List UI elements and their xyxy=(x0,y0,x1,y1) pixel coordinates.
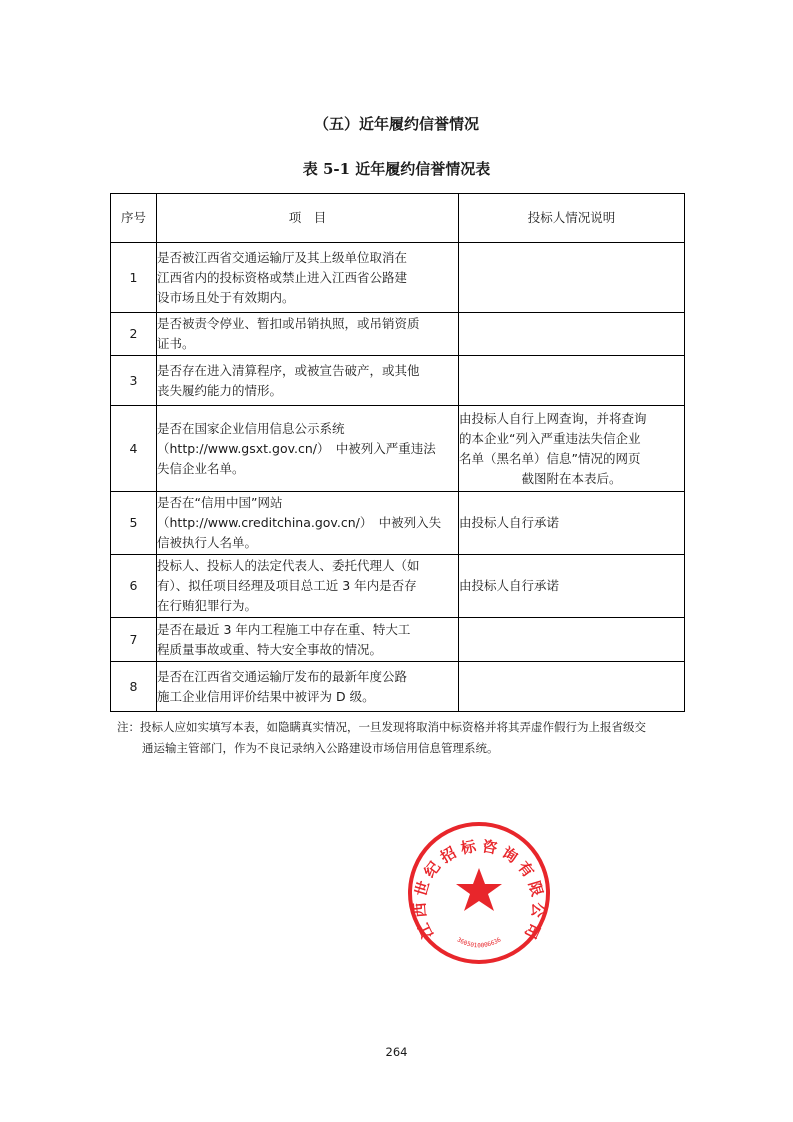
item-line: 是否被责令停业、暂扣或吊销执照，或吊销资质 xyxy=(157,316,420,331)
note-line: 名单（黑名单）信息”情况的网页 xyxy=(459,450,641,466)
table-row xyxy=(111,662,685,712)
item-line: 投标人、投标人的法定代表人、委托代理人（如 xyxy=(157,558,420,573)
item-line: 设市场且处于有效期内。 xyxy=(157,289,295,305)
section-title: （五）近年履约信誉情况 xyxy=(313,115,479,133)
row-item xyxy=(157,356,459,406)
star-icon xyxy=(456,868,502,911)
row-note xyxy=(459,492,685,555)
item-line: 是否在江西省交通运输厅发布的最新年度公路 xyxy=(157,668,408,684)
row-number: 4 xyxy=(111,406,157,492)
item-line: 有）、拟任项目经理及项目总工近 3 年内是否存 xyxy=(157,578,417,593)
table-row xyxy=(111,243,685,313)
row-number: 2 xyxy=(111,313,157,356)
table-row xyxy=(111,618,685,662)
row-note xyxy=(459,243,685,313)
table-row xyxy=(111,313,685,356)
table-row xyxy=(111,406,685,492)
footnote-line: 注：投标人应如实填写本表，如隐瞒真实情况，一旦发现将取消中标资格并将其弄虚作假行为上报省级交 xyxy=(117,720,646,734)
seal-code: 3605010006636 xyxy=(455,936,503,950)
row-number: 1 xyxy=(111,243,157,313)
table-row xyxy=(111,492,685,555)
row-number: 6 xyxy=(111,555,157,618)
page-number: 264 xyxy=(385,1045,408,1059)
row-number: 5 xyxy=(111,492,157,555)
item-line: 江西省内的投标资格或禁止进入江西省公路建 xyxy=(157,269,408,285)
row-item xyxy=(157,313,459,356)
item-line: 信被执行人名单。 xyxy=(157,535,258,550)
item-line: 是否在“信用中国”网站 xyxy=(157,495,283,510)
row-number: 3 xyxy=(111,356,157,406)
footnote-line: 通运输主管部门，作为不良记录纳入公路建设市场信用信息管理系统。 xyxy=(142,741,499,755)
table-row xyxy=(111,555,685,618)
footnote xyxy=(117,717,697,759)
item-line: 是否在最近 3 年内工程施工中存在重、特大工 xyxy=(157,621,411,637)
item-line: 失信企业名单。 xyxy=(157,460,245,476)
row-item xyxy=(157,492,459,555)
row-item xyxy=(157,406,459,492)
item-line: 证书。 xyxy=(157,336,195,351)
row-item xyxy=(157,662,459,712)
item-line: 是否存在进入清算程序，或被宣告破产，或其他 xyxy=(157,362,420,378)
seal-text: 江西世纪招标咨询有限公司 xyxy=(410,837,548,942)
item-line: 程质量事故或重、特大安全事故的情况。 xyxy=(157,641,383,657)
row-note xyxy=(459,313,685,356)
note-line: 由投标人自行承诺 xyxy=(459,578,560,593)
row-note xyxy=(459,555,685,618)
row-item xyxy=(157,618,459,662)
company-seal xyxy=(406,820,552,966)
note-line: 由投标人自行上网查询，并将查询 xyxy=(459,410,647,426)
row-note xyxy=(459,406,685,492)
credit-record-table xyxy=(110,193,685,712)
row-item xyxy=(157,243,459,313)
row-note xyxy=(459,356,685,406)
row-number: 7 xyxy=(111,618,157,662)
item-line: 在行贿犯罪行为。 xyxy=(157,598,258,613)
item-line: 施工企业信用评价结果中被评为 D 级。 xyxy=(157,688,375,704)
header-item: 项 目 xyxy=(157,194,459,243)
item-line: 是否被江西省交通运输厅及其上级单位取消在 xyxy=(157,249,408,265)
note-line: 由投标人自行承诺 xyxy=(459,515,560,530)
table-title: 表 5-1 近年履约信誉情况表 xyxy=(302,160,491,178)
note-line: 截图附在本表后。 xyxy=(521,470,622,486)
row-item xyxy=(157,555,459,618)
item-line: （http://www.gsxt.gov.cn/） 中被列入严重违法 xyxy=(157,440,436,456)
header-no: 序号 xyxy=(111,194,157,243)
header-note: 投标人情况说明 xyxy=(459,194,685,243)
row-note xyxy=(459,662,685,712)
item-line: 丧失履约能力的情形。 xyxy=(157,382,283,398)
item-line: 是否在国家企业信用信息公示系统 xyxy=(157,420,345,436)
table-header-row xyxy=(111,194,685,243)
row-note xyxy=(459,618,685,662)
table-row xyxy=(111,356,685,406)
row-number: 8 xyxy=(111,662,157,712)
item-line: （http://www.creditchina.gov.cn/） 中被列入失 xyxy=(157,515,442,530)
note-line: 的本企业“列入严重违法失信企业 xyxy=(459,430,641,446)
